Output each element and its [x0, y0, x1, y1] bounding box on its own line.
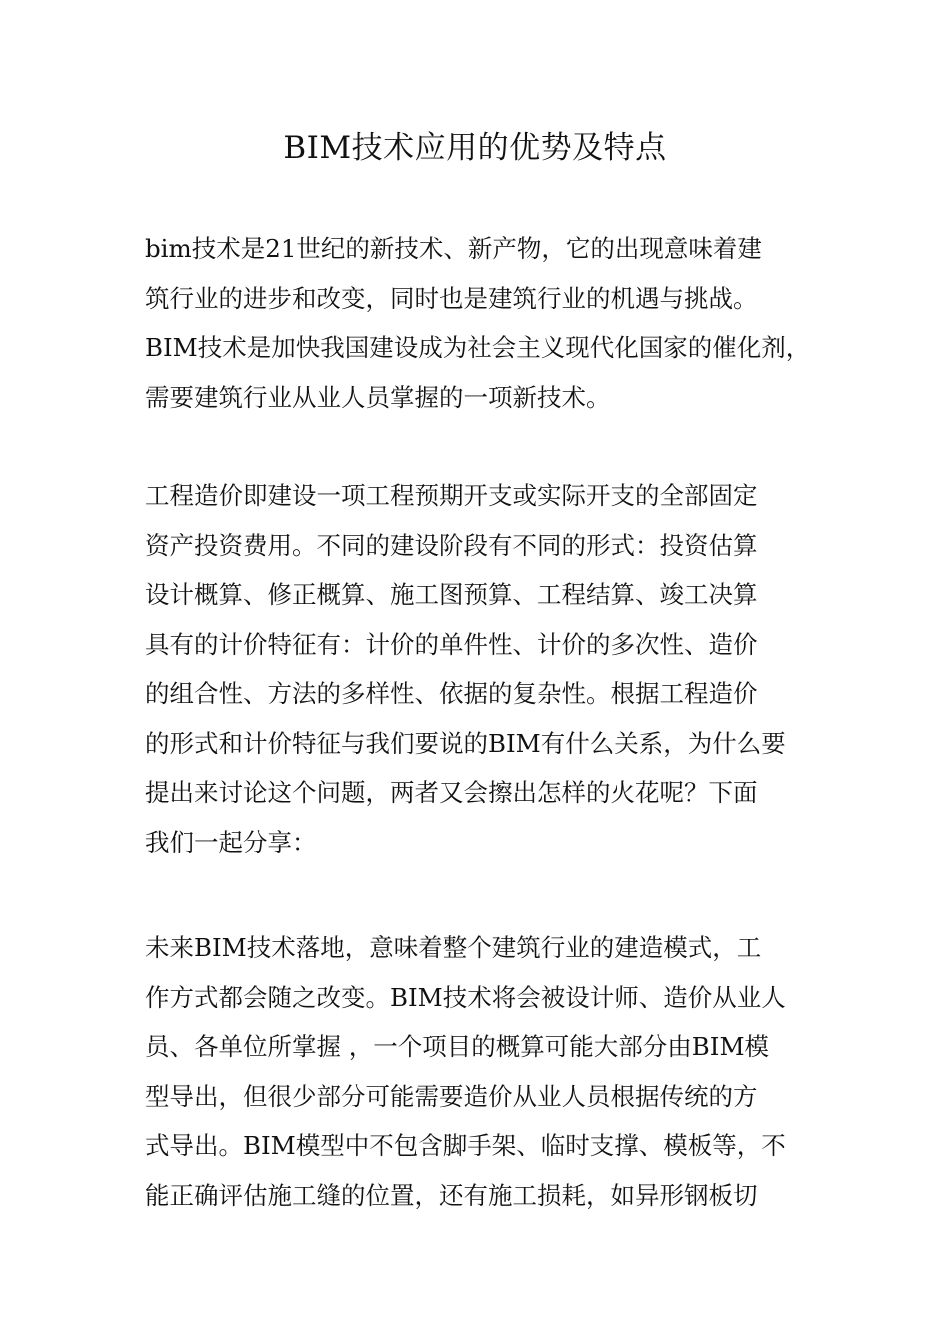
paragraph-line: 设计概算、修正概算、施工图预算、工程结算、竣工决算	[145, 580, 758, 609]
paragraph-line: 员、各单位所掌握 ，一个项目的概算可能大部分由BIM模	[145, 1032, 770, 1061]
paragraph-line: 作方式都会随之改变。BIM技术将会被设计师、造价从业人	[145, 982, 786, 1012]
paragraph-line: BIM技术是加快我国建设成为社会主义现代化国家的催化剂，	[145, 333, 811, 362]
paragraph-line: bim技术是21世纪的新技术、新产物，它的出现意味着建	[145, 234, 762, 263]
paragraph-line: 工程造价即建设一项工程预期开支或实际开支的全部固定	[145, 481, 758, 510]
document-title: BIM技术应用的优势及特点	[283, 130, 667, 166]
paragraph-line: 具有的计价特征有：计价的单件性、计价的多次性、造价	[145, 629, 758, 659]
paragraph-cost	[145, 471, 817, 867]
paragraph-line: 未来BIM技术落地，意味着整个建筑行业的建造模式，工	[145, 933, 762, 962]
paragraph-line: 能正确评估施工缝的位置，还有施工损耗，如异形钢板切	[145, 1180, 758, 1210]
paragraph-line: 式导出。BIM模型中不包含脚手架、临时支撑、模板等，不	[145, 1131, 786, 1160]
paragraph-line: 提出来讨论这个问题，两者又会擦出怎样的火花呢？下面	[145, 778, 758, 807]
paragraph-line: 的组合性、方法的多样性、依据的复杂性。根据工程造价	[145, 679, 758, 708]
paragraph-intro	[145, 224, 817, 422]
paragraph-line: 需要建筑行业从业人员掌握的一项新技术。	[145, 382, 611, 412]
paragraph-future	[145, 923, 817, 1220]
paragraph-line: 筑行业的进步和改变，同时也是建筑行业的机遇与挑战。	[145, 283, 758, 313]
paragraph-line: 资产投资费用。不同的建设阶段有不同的形式：投资估算	[145, 530, 758, 560]
paragraph-line: 我们一起分享：	[145, 827, 317, 857]
paragraph-line: 型导出，但很少部分可能需要造价从业人员根据传统的方	[145, 1081, 758, 1111]
paragraph-line: 的形式和计价特征与我们要说的BIM有什么关系，为什么要	[145, 728, 786, 758]
